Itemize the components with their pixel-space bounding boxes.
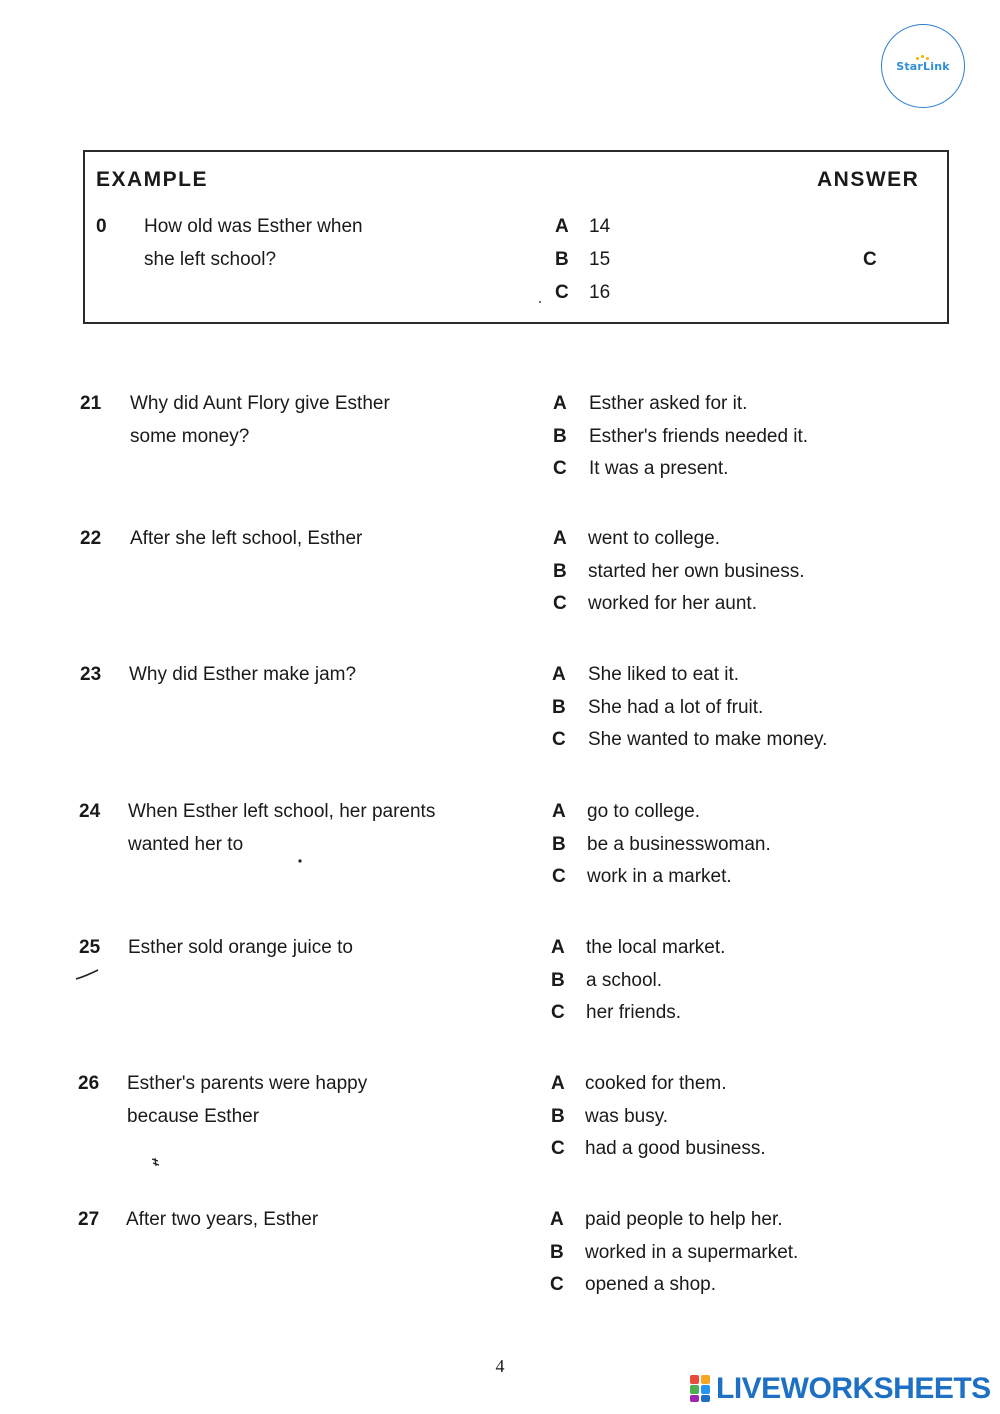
question-text-line: Why did Aunt Flory give Esther xyxy=(130,393,390,414)
scan-mark-decoration xyxy=(150,1156,162,1168)
option-letter: B xyxy=(553,560,567,582)
example-option-letter: A xyxy=(555,216,569,237)
option-letter: A xyxy=(553,528,567,549)
option-text[interactable]: started her own business. xyxy=(588,560,805,582)
option-text[interactable]: She had a lot of fruit. xyxy=(588,696,764,718)
option-text[interactable]: opened a shop. xyxy=(585,1274,717,1295)
option-text[interactable]: go to college. xyxy=(587,801,701,822)
option-text[interactable]: She wanted to make money. xyxy=(588,729,828,750)
example-option-letter: C xyxy=(555,282,569,303)
question-text-line: Esther sold orange juice to xyxy=(128,937,353,958)
pen-mark-decoration xyxy=(74,966,100,982)
option-letter: C xyxy=(552,866,566,887)
option-letter: B xyxy=(551,1105,565,1127)
question-number: 26 xyxy=(78,1073,100,1094)
option-letter: C xyxy=(553,458,567,479)
option-letter: C xyxy=(551,1138,565,1159)
starlink-logo xyxy=(881,24,965,108)
example-option-text: 16 xyxy=(589,282,611,303)
option-letter: A xyxy=(551,937,565,958)
example-option-text: 15 xyxy=(589,249,611,270)
liveworksheets-logo-icon xyxy=(690,1375,712,1403)
example-question-line1: How old was Esther when xyxy=(144,216,363,237)
question-text-line: Why did Esther make jam? xyxy=(129,664,357,685)
example-option-text: 14 xyxy=(589,216,611,237)
option-text[interactable]: worked for her aunt. xyxy=(588,593,757,614)
scan-dot-decoration xyxy=(538,300,544,306)
option-text[interactable]: her friends. xyxy=(586,1002,682,1023)
question-text-line: wanted her to xyxy=(128,833,244,855)
option-text[interactable]: work in a market. xyxy=(587,866,732,887)
option-letter: B xyxy=(552,696,566,718)
answer-heading: ANSWER xyxy=(817,168,920,191)
option-letter: C xyxy=(552,729,566,750)
liveworksheets-brand[interactable] xyxy=(690,1372,991,1406)
option-letter: C xyxy=(551,1002,565,1023)
question-number: 24 xyxy=(79,801,101,822)
option-text[interactable]: She liked to eat it. xyxy=(588,664,740,685)
option-text[interactable]: worked in a supermarket. xyxy=(585,1241,799,1263)
option-text[interactable]: a school. xyxy=(586,969,663,991)
option-text[interactable]: went to college. xyxy=(588,528,721,549)
question-number: 25 xyxy=(79,937,101,958)
scan-dot-decoration xyxy=(297,858,305,866)
example-option-letter: B xyxy=(555,249,569,270)
example-question-line2: she left school? xyxy=(144,249,277,270)
question-number: 27 xyxy=(78,1209,100,1230)
option-text[interactable]: It was a present. xyxy=(589,458,729,479)
question-text-line: some money? xyxy=(130,425,250,447)
question-number: 22 xyxy=(80,528,102,549)
option-text[interactable]: paid people to help her. xyxy=(585,1209,783,1230)
option-text[interactable]: Esther asked for it. xyxy=(589,393,748,414)
option-text[interactable]: Esther's friends needed it. xyxy=(589,425,809,447)
option-text[interactable]: be a businesswoman. xyxy=(587,833,771,855)
example-heading: EXAMPLE xyxy=(96,168,209,191)
example-answer: C xyxy=(863,249,877,270)
starlink-logo-text: StarLink xyxy=(896,59,950,73)
question-text-line: After two years, Esther xyxy=(126,1209,319,1230)
liveworksheets-text: LIVEWORKSHEETS xyxy=(716,1372,991,1405)
option-text[interactable]: the local market. xyxy=(586,937,726,958)
starlink-logo-icon xyxy=(916,55,932,61)
option-letter: B xyxy=(550,1241,564,1263)
option-text[interactable]: was busy. xyxy=(585,1105,669,1127)
question-number: 21 xyxy=(80,393,102,414)
option-letter: C xyxy=(553,593,567,614)
option-letter: A xyxy=(553,393,567,414)
question-text-line: Esther's parents were happy xyxy=(127,1073,368,1094)
option-letter: B xyxy=(553,425,567,447)
example-number: 0 xyxy=(96,216,107,237)
option-letter: A xyxy=(552,801,566,822)
question-text-line: because Esther xyxy=(127,1105,260,1127)
option-letter: C xyxy=(550,1274,564,1295)
question-text-line: After she left school, Esther xyxy=(130,528,363,549)
question-number: 23 xyxy=(80,664,102,685)
option-letter: A xyxy=(551,1073,565,1094)
option-text[interactable]: cooked for them. xyxy=(585,1073,727,1094)
option-letter: A xyxy=(550,1209,564,1230)
option-letter: B xyxy=(552,833,566,855)
option-letter: B xyxy=(551,969,565,991)
option-letter: A xyxy=(552,664,566,685)
question-text-line: When Esther left school, her parents xyxy=(128,801,436,822)
option-text[interactable]: had a good business. xyxy=(585,1138,766,1159)
page-number: 4 xyxy=(495,1356,505,1376)
